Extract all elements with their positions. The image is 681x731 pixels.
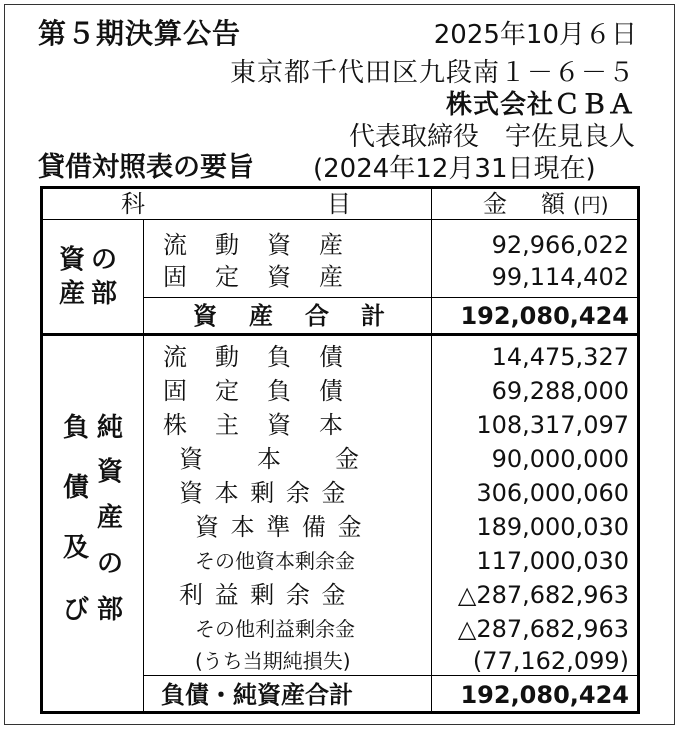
- header-kin: 金: [483, 190, 507, 218]
- section-label-divider: [143, 219, 144, 711]
- balance-sheet-table: [40, 186, 640, 714]
- representative: 代表取締役 宇佐見良人: [348, 122, 635, 152]
- asset-row-value: 99,114,402: [491, 263, 629, 291]
- assets-label-4: 部: [91, 279, 118, 309]
- liab-row-label: 流 動 負 債: [163, 343, 345, 371]
- notice-title: 第５期決算公告: [38, 17, 242, 50]
- liab-total-divider: [143, 675, 637, 676]
- liab-row-label: 資 本 金: [179, 445, 361, 473]
- liab-row-value: (77,162,099): [472, 647, 629, 675]
- liab-row-label: その他資本剰余金: [195, 549, 355, 573]
- liab-label-left-3: 及: [63, 533, 90, 563]
- asset-row-label: 固 定 資 産: [163, 263, 345, 291]
- liab-row-value: 108,317,097: [476, 411, 629, 439]
- liab-total-label: 負債・純資産合計: [161, 681, 353, 709]
- liab-row-label: 資 本 剰 余 金: [179, 479, 348, 507]
- header-moku: 目: [327, 190, 351, 218]
- assets-total-label: 資 産 合 計: [193, 302, 389, 330]
- liab-row-label: (うち当期純損失): [195, 649, 351, 673]
- header-divider: [43, 219, 637, 220]
- assets-label-1: 資: [59, 245, 86, 275]
- liab-row-label: その他利益剰余金: [195, 617, 355, 641]
- liab-total-value: 192,080,424: [460, 681, 629, 709]
- liab-row-label: 資 本 準 備 金: [195, 513, 364, 541]
- liab-label-right-4: の: [97, 549, 124, 579]
- company-address: 東京都千代田区九段南１－６－５: [229, 58, 635, 88]
- assets-label-3: 産: [59, 279, 86, 309]
- assets-label-2: の: [91, 245, 118, 275]
- asset-row-value: 92,966,022: [491, 231, 629, 259]
- amount-column-divider: [431, 189, 432, 711]
- liab-label-right-2: 資: [97, 457, 124, 487]
- liab-row-value: 117,000,030: [476, 547, 629, 575]
- liab-row-label: 株 主 資 本: [163, 411, 345, 439]
- company-name: 株式会社ＣＢＡ: [445, 90, 635, 120]
- liab-label-right-5: 部: [97, 595, 124, 625]
- liab-label-right-3: 産: [97, 503, 124, 533]
- liab-row-value: △287,682,963: [457, 581, 629, 609]
- statement-title: 貸借対照表の要旨: [38, 152, 254, 183]
- liab-row-label: 固 定 負 債: [163, 377, 345, 405]
- assets-total-divider: [143, 297, 637, 298]
- statement-date: (2024年12月31日現在): [313, 154, 596, 184]
- liab-label-left-1: 負: [63, 413, 90, 443]
- assets-total-value: 192,080,424: [460, 302, 629, 330]
- header-unit: (円): [573, 193, 609, 217]
- header-kamoku: 科: [121, 190, 145, 218]
- notice-date: 2025年10月６日: [433, 20, 637, 50]
- section-divider: [43, 333, 637, 336]
- asset-row-label: 流 動 資 産: [163, 231, 345, 259]
- liab-label-left-4: び: [63, 595, 90, 625]
- liab-row-label: 利 益 剰 余 金: [179, 581, 348, 609]
- liab-row-value: △287,682,963: [457, 615, 629, 643]
- liab-row-value: 189,000,030: [476, 513, 629, 541]
- liab-row-value: 306,000,060: [476, 479, 629, 507]
- liab-label-left-2: 債: [63, 473, 90, 503]
- liab-row-value: 14,475,327: [491, 343, 629, 371]
- liab-row-value: 90,000,000: [491, 445, 629, 473]
- header-gaku: 額: [541, 190, 565, 218]
- liab-label-right-1: 純: [97, 413, 124, 443]
- liab-row-value: 69,288,000: [491, 377, 629, 405]
